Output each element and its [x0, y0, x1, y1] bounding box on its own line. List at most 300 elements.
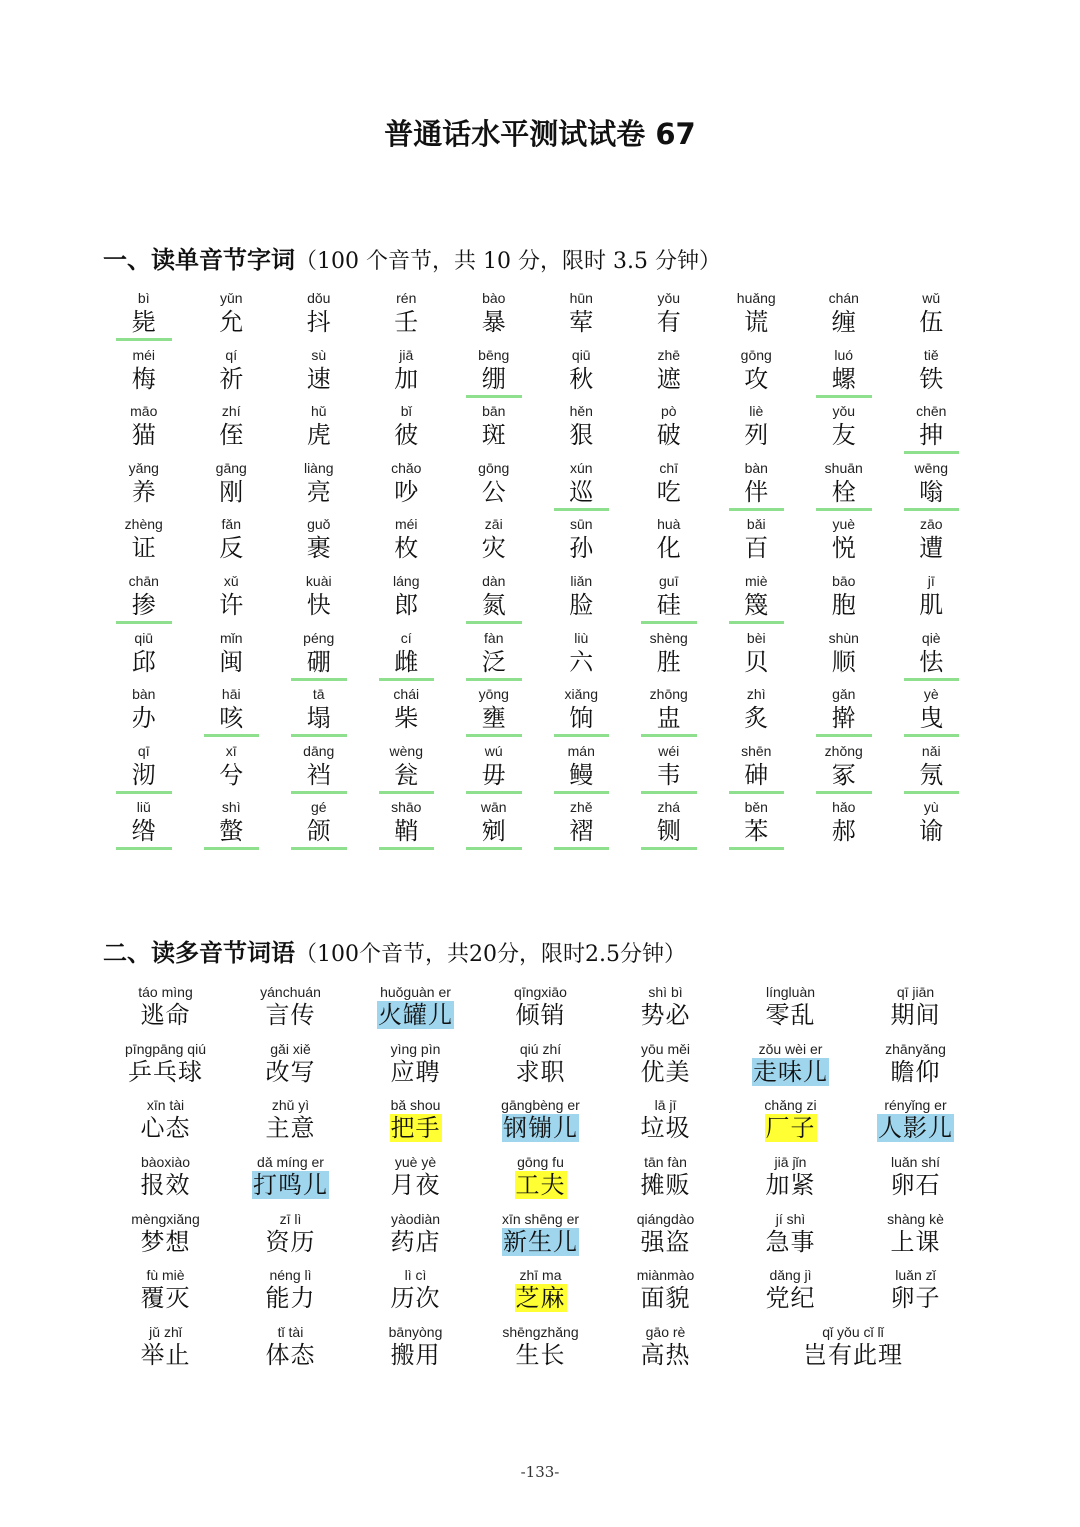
hanzi: 枚 [394, 534, 419, 563]
hanzi: 嗡 [919, 477, 944, 506]
char-cell [800, 345, 888, 402]
word: 心态 [140, 1114, 191, 1143]
word: 卵子 [890, 1284, 941, 1313]
hanzi: 梅 [131, 364, 156, 393]
word-cell [228, 1210, 353, 1267]
hanzi: 秋 [569, 364, 594, 393]
hanzi: 狠 [569, 421, 594, 450]
underline-mark [466, 395, 522, 398]
pinyin: yìng pìn [390, 1040, 441, 1057]
char-cell [188, 458, 276, 515]
pinyin: fù miè [146, 1267, 185, 1284]
hanzi: 公 [481, 477, 506, 506]
char-cell [538, 401, 626, 458]
pinyin: dàn [482, 572, 506, 589]
hanzi: 裆 [306, 760, 331, 789]
hanzi: 贝 [744, 647, 769, 676]
word: 期间 [890, 1001, 941, 1029]
underline-mark [816, 395, 872, 398]
pinyin: qí [225, 346, 238, 363]
pinyin: shì bì [648, 984, 683, 1000]
pinyin: shāo [391, 799, 422, 816]
pinyin: bǎi [746, 516, 766, 533]
hanzi: 毋 [481, 760, 506, 789]
pinyin: zǒu wèi er [758, 1040, 823, 1057]
hanzi: 彼 [394, 421, 419, 450]
highlighted-word: 钢镚儿 [503, 1114, 578, 1143]
char-cell [625, 684, 713, 741]
char-cell [275, 458, 363, 515]
char-cell [275, 684, 363, 741]
hanzi: 鞘 [394, 817, 419, 846]
char-cell [275, 401, 363, 458]
char-cell [363, 628, 451, 685]
hanzi: 栓 [831, 477, 856, 506]
pinyin: yǎng [128, 459, 159, 476]
pinyin: jī [927, 572, 935, 589]
pinyin: pò [660, 403, 677, 420]
hanzi: 硼 [306, 647, 331, 676]
word-cell [103, 1266, 228, 1323]
hanzi: 灾 [481, 534, 506, 563]
highlighted-word: 人影儿 [878, 1114, 953, 1143]
char-cell [888, 514, 976, 571]
pinyin: shì [221, 799, 241, 816]
word-cell [728, 1210, 853, 1267]
hanzi: 瓮 [394, 760, 419, 789]
hanzi: 壅 [481, 704, 506, 733]
pinyin: zhě [569, 799, 593, 816]
pinyin: liè [749, 403, 764, 420]
pinyin: shàng kè [887, 1210, 944, 1227]
hanzi: 擀 [831, 704, 856, 733]
underline-mark [466, 734, 522, 737]
char-cell [188, 571, 276, 628]
char-cell [888, 797, 976, 854]
word: 言传 [265, 1001, 316, 1029]
single-syllable-grid [100, 288, 975, 854]
pinyin: zī lì [279, 1210, 302, 1227]
pinyin: kuài [305, 572, 332, 589]
word: 岂有此理 [803, 1341, 903, 1370]
char-cell [713, 345, 801, 402]
pinyin: huǒguàn er [380, 984, 451, 1000]
pinyin: chán [828, 290, 859, 306]
pinyin: zāo [919, 516, 943, 533]
hanzi: 闽 [219, 647, 244, 676]
underline-mark [816, 791, 872, 794]
hanzi: 办 [131, 704, 156, 733]
char-cell [800, 797, 888, 854]
word-cell [103, 983, 228, 1040]
word-cell [478, 1040, 603, 1097]
pinyin: miè [744, 572, 768, 589]
word: 覆灭 [140, 1284, 191, 1313]
hanzi: 篾 [744, 590, 769, 619]
hanzi: 绺 [131, 817, 156, 846]
word: 零乱 [765, 1001, 816, 1029]
pinyin: tā [312, 686, 325, 703]
hanzi: 绷 [481, 364, 506, 393]
pinyin: shèng [649, 629, 688, 646]
hanzi: 苯 [744, 817, 769, 846]
char-cell [888, 458, 976, 515]
char-cell [275, 628, 363, 685]
char-cell [363, 741, 451, 798]
char-cell [713, 458, 801, 515]
char-cell [800, 288, 888, 345]
pinyin: néng lì [269, 1267, 312, 1284]
word: 月夜 [390, 1171, 441, 1200]
underline-mark [379, 678, 435, 681]
hanzi: 塌 [306, 704, 331, 733]
hanzi: 郎 [394, 590, 419, 619]
pinyin: bǐ [400, 403, 412, 420]
underline-mark [116, 621, 172, 624]
pinyin: jí shì [775, 1210, 806, 1227]
pinyin: yuè yè [394, 1154, 437, 1171]
pinyin: mǐn [219, 629, 243, 646]
pinyin: qiángdào [636, 1210, 695, 1227]
hanzi: 顺 [831, 647, 856, 676]
hanzi: 允 [219, 308, 244, 336]
char-cell [100, 345, 188, 402]
pinyin: shùn [828, 629, 859, 646]
underline-mark [291, 734, 347, 737]
hanzi: 怯 [919, 647, 944, 676]
char-cell [363, 345, 451, 402]
char-cell [538, 571, 626, 628]
pinyin: bèi [746, 629, 766, 646]
page-number: -133- [520, 1463, 560, 1481]
word-cell [103, 1153, 228, 1210]
hanzi: 饷 [569, 704, 594, 733]
word-cell [228, 1040, 353, 1097]
underline-mark [204, 847, 260, 850]
hanzi: 褶 [569, 817, 594, 846]
char-cell [713, 571, 801, 628]
hanzi: 螺 [831, 364, 856, 393]
pinyin: nǎi [921, 742, 941, 759]
hanzi: 泛 [481, 647, 506, 676]
hanzi: 咳 [219, 704, 244, 733]
pinyin: liù [574, 629, 589, 646]
char-cell [800, 684, 888, 741]
pinyin: chái [393, 686, 420, 703]
word-cell [603, 1040, 728, 1097]
pinyin: qiè [921, 629, 941, 646]
char-cell [188, 401, 276, 458]
char-cell [625, 401, 713, 458]
word-cell [728, 983, 853, 1040]
pinyin: xīn shēng er [501, 1210, 580, 1227]
hanzi: 斑 [481, 421, 506, 450]
pinyin: luó [834, 346, 854, 363]
hanzi: 硅 [656, 590, 681, 619]
char-cell [188, 684, 276, 741]
underline-mark [641, 621, 697, 624]
hanzi: 吃 [656, 477, 681, 506]
hanzi: 遭 [919, 534, 944, 563]
pinyin: chēn [916, 403, 947, 420]
pinyin: péng [303, 629, 335, 646]
hanzi: 盅 [656, 704, 681, 733]
word-cell [728, 1096, 853, 1153]
pinyin: zhì [746, 686, 766, 703]
word-cell [853, 1153, 978, 1210]
word-cell [228, 1153, 353, 1210]
hanzi: 谕 [919, 817, 944, 846]
pinyin: jiā [399, 346, 414, 363]
word-cell [603, 983, 728, 1040]
underline-mark [466, 678, 522, 681]
word-cell [603, 1210, 728, 1267]
word: 搬用 [390, 1341, 441, 1370]
pinyin: shuān [824, 459, 863, 476]
word: 乒乓球 [128, 1057, 203, 1086]
char-cell [188, 345, 276, 402]
pinyin: yōng [478, 686, 509, 703]
char-cell [800, 458, 888, 515]
hanzi: 反 [219, 534, 244, 563]
char-cell [188, 288, 276, 345]
pinyin: bì [137, 290, 150, 306]
hanzi: 遮 [656, 364, 681, 393]
pinyin: zhē [657, 346, 681, 363]
pinyin: lì cì [404, 1267, 427, 1284]
word-cell [103, 1040, 228, 1097]
pinyin: bàn [132, 686, 156, 703]
underline-mark [904, 508, 960, 511]
word: 逃命 [140, 1001, 191, 1029]
word-cell [228, 1266, 353, 1323]
hanzi: 巡 [569, 477, 594, 506]
underline-mark [641, 847, 697, 850]
word-cell [353, 1153, 478, 1210]
pinyin: dǎ míng er [257, 1154, 324, 1171]
hanzi: 掺 [131, 590, 156, 619]
word-cell [228, 1323, 353, 1380]
hanzi: 攻 [744, 364, 769, 393]
char-cell [538, 345, 626, 402]
hanzi: 螫 [219, 817, 244, 846]
underline-mark [729, 847, 785, 850]
pinyin: bǎ shou [390, 1097, 441, 1114]
pinyin: zhī ma [519, 1267, 562, 1284]
hanzi: 吵 [394, 477, 419, 506]
word: 加紧 [765, 1171, 816, 1200]
pinyin: tiě [923, 346, 939, 363]
char-cell [363, 514, 451, 571]
underline-mark [554, 508, 610, 511]
char-cell [100, 797, 188, 854]
char-cell [275, 797, 363, 854]
pinyin: qī jiān [896, 984, 935, 1000]
pinyin: hǎo [832, 799, 856, 816]
char-cell [100, 458, 188, 515]
hanzi: 铁 [919, 364, 944, 393]
highlighted-word: 打鸣儿 [253, 1171, 328, 1200]
word: 党纪 [765, 1284, 816, 1313]
pinyin: cí [400, 629, 412, 646]
underline-mark [116, 338, 172, 341]
underline-mark [729, 508, 785, 511]
hanzi: 证 [131, 534, 156, 563]
pinyin: gāngbèng er [501, 1097, 580, 1114]
char-cell [100, 684, 188, 741]
char-cell [188, 797, 276, 854]
char-cell [800, 571, 888, 628]
char-cell [450, 401, 538, 458]
word-cell [853, 1040, 978, 1097]
hanzi: 郝 [831, 817, 856, 846]
pinyin: hūn [569, 290, 593, 306]
char-cell [450, 345, 538, 402]
highlighted-word: 工夫 [515, 1171, 566, 1200]
char-cell [363, 684, 451, 741]
char-cell [100, 571, 188, 628]
pinyin: wú [484, 742, 503, 759]
underline-mark [554, 734, 610, 737]
char-cell [888, 345, 976, 402]
highlighted-word: 把手 [390, 1114, 441, 1143]
pinyin: gōng [478, 459, 510, 476]
char-cell [800, 514, 888, 571]
word-cell [603, 1323, 728, 1380]
pinyin: gāng [215, 459, 247, 476]
pinyin: mán [567, 742, 595, 759]
char-cell [450, 288, 538, 345]
pinyin: dǒu [307, 290, 331, 306]
word: 急事 [765, 1227, 816, 1256]
hanzi: 虎 [306, 421, 331, 450]
pinyin: yōu měi [640, 1040, 691, 1057]
char-cell [800, 628, 888, 685]
underline-mark [291, 678, 347, 681]
hanzi: 有 [656, 308, 681, 336]
hanzi: 砷 [744, 760, 769, 789]
pinyin: lā jī [654, 1097, 677, 1114]
pinyin: guǒ [307, 516, 331, 533]
pinyin: chī [659, 459, 679, 476]
char-cell [713, 514, 801, 571]
char-cell [188, 514, 276, 571]
pinyin: wǔ [922, 290, 941, 306]
hanzi: 谎 [744, 308, 769, 336]
pinyin: zhá [657, 799, 681, 816]
pinyin: guī [659, 572, 679, 589]
char-cell [450, 458, 538, 515]
pinyin: táo mìng [138, 984, 193, 1000]
char-cell [625, 628, 713, 685]
pinyin: láng [393, 572, 420, 589]
pinyin: dǎng jì [769, 1267, 812, 1284]
char-cell [100, 514, 188, 571]
char-cell [450, 797, 538, 854]
pinyin: hǔ [310, 403, 327, 420]
char-cell [625, 288, 713, 345]
char-cell [888, 741, 976, 798]
word: 应聘 [390, 1057, 441, 1086]
underline-mark [116, 791, 172, 794]
pinyin: jiā jǐn [774, 1154, 807, 1171]
char-cell [713, 401, 801, 458]
char-cell [450, 684, 538, 741]
char-cell [625, 345, 713, 402]
underline-mark [641, 791, 697, 794]
hanzi: 鳗 [569, 760, 594, 789]
word: 能力 [265, 1284, 316, 1313]
pinyin: wéi [658, 742, 680, 759]
char-cell [100, 401, 188, 458]
char-cell [888, 571, 976, 628]
char-cell [713, 628, 801, 685]
hanzi: 颌 [306, 817, 331, 846]
word: 倾销 [515, 1001, 566, 1029]
hanzi: 猫 [131, 421, 156, 450]
pinyin: língluàn [765, 984, 816, 1000]
hanzi: 亮 [306, 477, 331, 506]
word: 垃圾 [640, 1114, 691, 1143]
pinyin: yàodiàn [390, 1210, 441, 1227]
char-cell [625, 797, 713, 854]
char-cell [888, 628, 976, 685]
word: 药店 [390, 1227, 441, 1256]
word: 摊贩 [640, 1171, 691, 1200]
char-cell [538, 288, 626, 345]
hanzi: 破 [656, 421, 681, 450]
word: 举止 [140, 1341, 191, 1370]
pinyin: yǒu [832, 403, 856, 420]
word-cell [478, 1210, 603, 1267]
pinyin: gǎn [832, 686, 856, 703]
underline-mark [554, 791, 610, 794]
hanzi: 胜 [656, 647, 681, 676]
word-cell [353, 1096, 478, 1153]
underline-mark [466, 847, 522, 850]
pinyin: zhí [221, 403, 241, 420]
hanzi: 六 [569, 647, 594, 676]
char-cell [713, 797, 801, 854]
pinyin: sūn [569, 516, 593, 533]
word: 资历 [265, 1227, 316, 1256]
pinyin: yuè [832, 516, 856, 533]
hanzi: 裹 [306, 534, 331, 563]
char-cell [188, 628, 276, 685]
pinyin: xī [225, 742, 237, 759]
char-cell [450, 628, 538, 685]
char-cell [275, 288, 363, 345]
pinyin: běn [744, 799, 768, 816]
char-cell [538, 741, 626, 798]
char-cell [625, 458, 713, 515]
pinyin: zhōng [649, 686, 688, 703]
word-cell [353, 1210, 478, 1267]
pinyin: xīn tài [146, 1097, 185, 1114]
word-cell [353, 983, 478, 1040]
pinyin: dāng [303, 742, 335, 759]
word: 上课 [890, 1227, 941, 1256]
pinyin: yù [923, 799, 939, 816]
char-cell [538, 684, 626, 741]
char-cell [625, 514, 713, 571]
pinyin: fǎn [221, 516, 241, 533]
word-cell [228, 1096, 353, 1153]
pinyin: shēn [741, 742, 772, 759]
char-cell [363, 401, 451, 458]
char-cell [538, 514, 626, 571]
pinyin: hāi [221, 686, 241, 703]
